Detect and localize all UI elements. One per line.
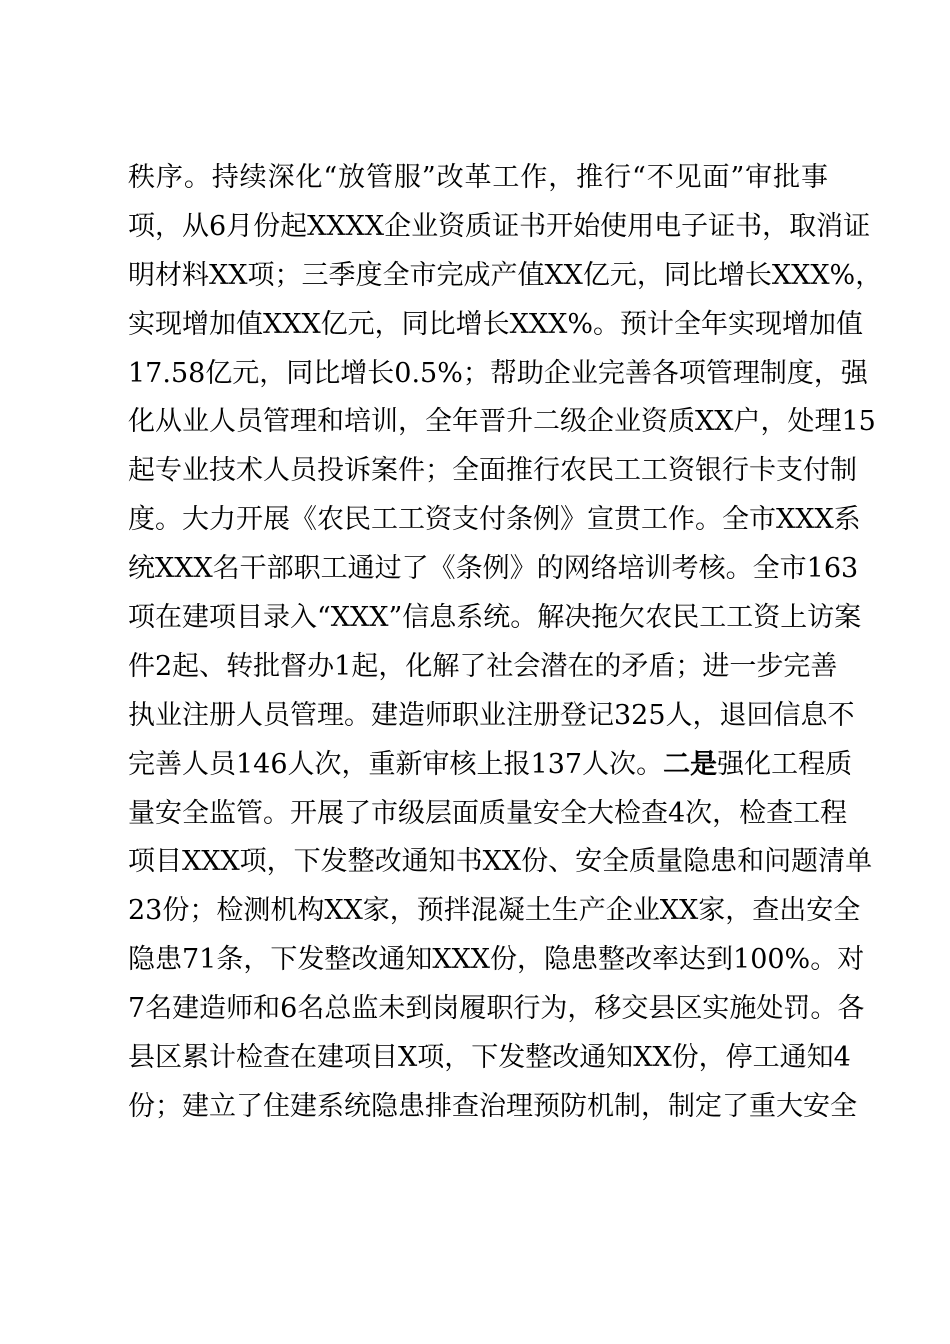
- text-segment: 完善人员146人次，重新审核上报137人次。: [128, 748, 664, 780]
- text-line: 化从业人员管理和培训，全年晋升二级企业资质XX户，处理15: [128, 406, 876, 438]
- text-line: 起专业技术人员投诉案件；全面推行农民工工资银行卡支付制: [128, 455, 857, 487]
- text-line: 县区累计检查在建项目X项，下发整改通知XX份，停工通知4: [128, 1042, 851, 1074]
- text-line: 份；建立了住建系统隐患排查治理预防机制，制定了重大安全: [128, 1090, 857, 1122]
- text-line: 7名建造师和6名总监未到岗履职行为，移交县区实施处罚。各: [128, 993, 865, 1025]
- text-line-mixed: [128, 741, 853, 790]
- text-line: 秩序。持续深化“放管服”改革工作，推行“不见面”审批事: [128, 162, 828, 193]
- text-line: 23份；检测机构XX家，预拌混凝土生产企业XX家，查出安全: [128, 895, 861, 927]
- text-line: 统XXX名干部职工通过了《条例》的网络培训考核。全市163: [128, 553, 859, 585]
- text-line: 量安全监管。开展了市级层面质量安全大检查4次，检查工程: [128, 797, 848, 829]
- text-line: 实现增加值XXX亿元，同比增长XXX%。预计全年实现增加值: [128, 308, 863, 340]
- document-body: [128, 154, 883, 1132]
- text-line: 隐患71条，下发整改通知XXX份，隐患整改率达到100%。对: [128, 944, 865, 976]
- text-line: 明材料XX项；三季度全市完成产值XX亿元，同比增长XXX%，: [128, 259, 883, 291]
- text-line: 17.58亿元，同比增长0.5%；帮助企业完善各项管理制度，强: [128, 357, 868, 389]
- text-line: 项在建项目录入“XXX”信息系统。解决拖欠农民工工资上访案: [128, 602, 862, 634]
- text-line: 项，从6月份起XXXX企业资质证书开始使用电子证书，取消证: [128, 210, 871, 242]
- section-heading-text: 强化工程质: [717, 748, 853, 780]
- text-line: 件2起、转批督办1起，化解了社会潜在的矛盾；进一步完善: [128, 650, 838, 682]
- text-line: 执业注册人员管理。建造师职业注册登记325人，退回信息不: [128, 699, 855, 731]
- section-marker: 二是: [663, 748, 718, 780]
- text-line: 项目XXX项，下发整改通知书XX份、安全质量隐患和问题清单: [128, 846, 873, 878]
- text-line: 度。大力开展《农民工工资支付条例》宣贯工作。全市XXX系: [128, 504, 861, 536]
